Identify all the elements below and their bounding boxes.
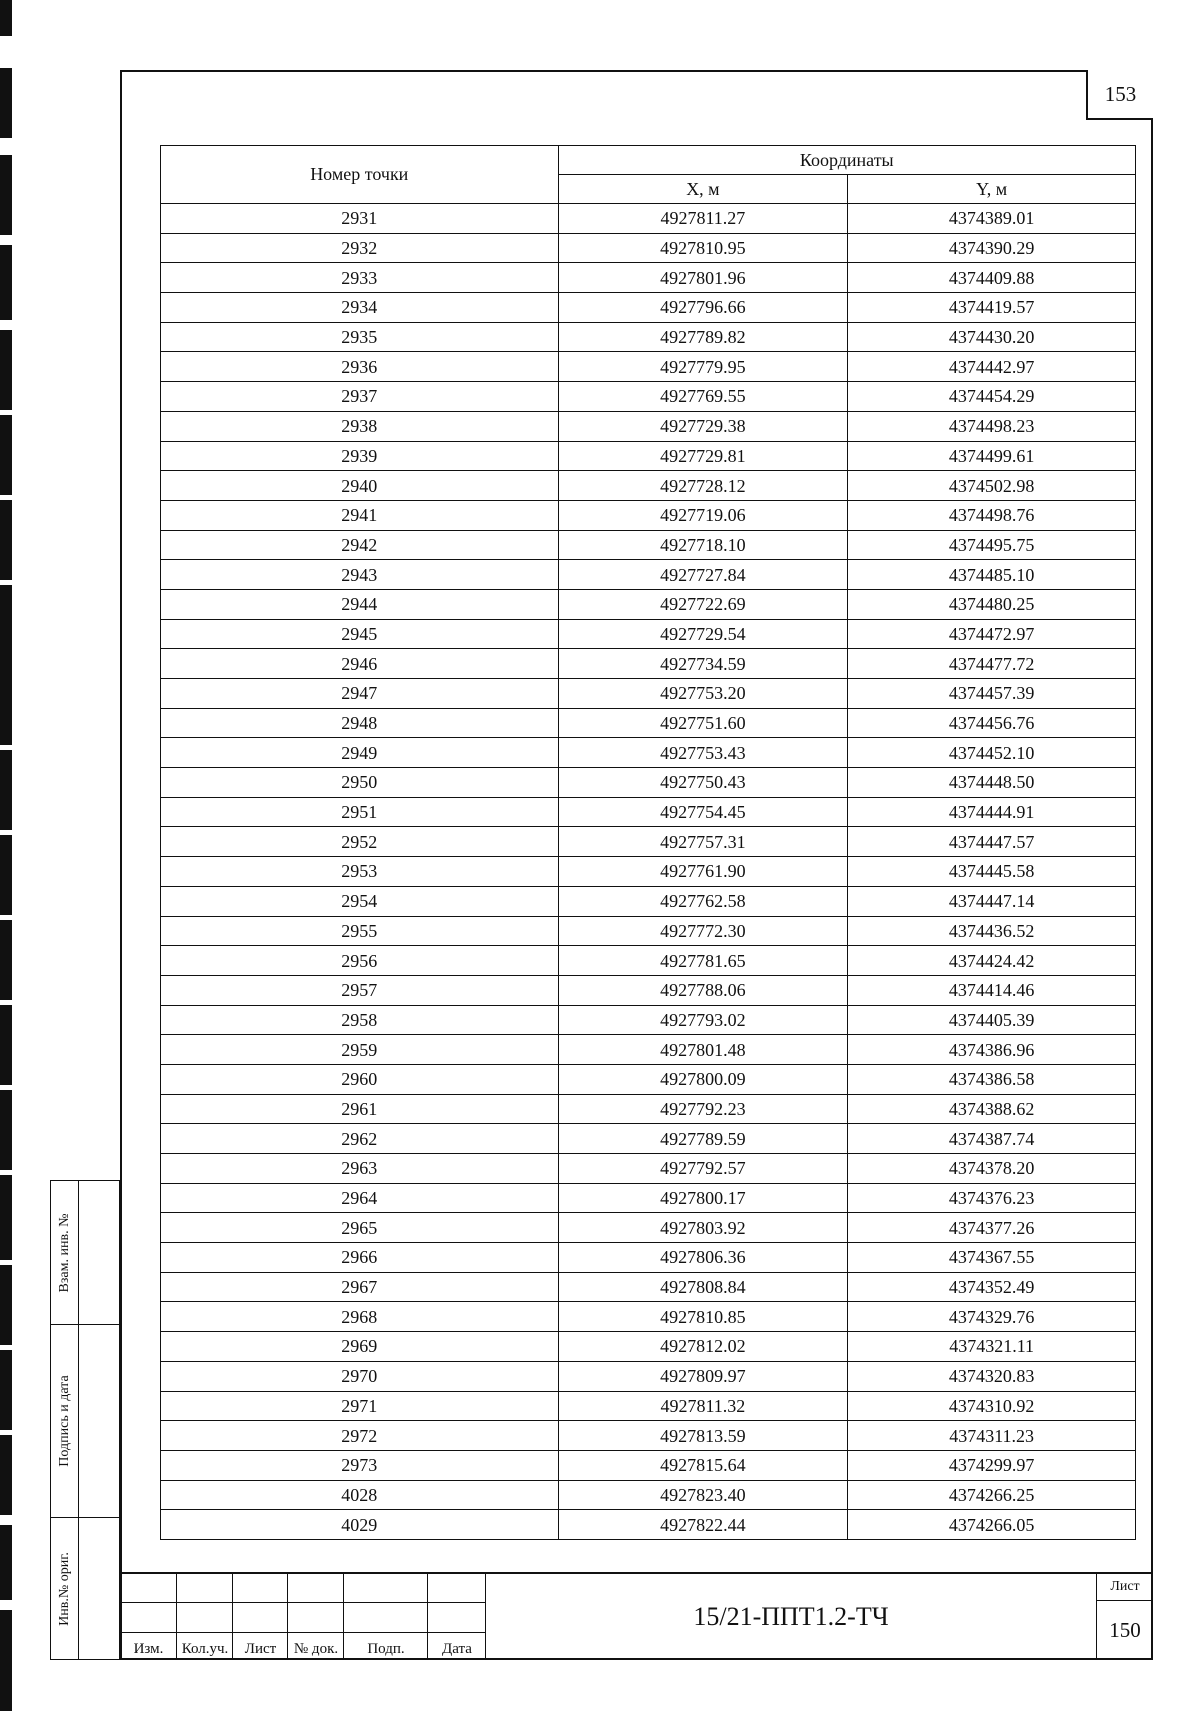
point-number-cell: 2970 [161,1361,559,1391]
y-coordinate-cell: 4374498.76 [848,500,1136,530]
table-row [161,1243,1136,1273]
table-row [161,619,1136,649]
header-x: X, м [558,175,848,204]
point-number-cell: 2972 [161,1421,559,1451]
table-row [161,1154,1136,1184]
header-y: Y, м [848,175,1136,204]
table-row [161,1302,1136,1332]
table-row [161,441,1136,471]
x-coordinate-cell: 4927728.12 [558,471,848,501]
page-number: 153 [1086,70,1153,120]
title-block-grid [120,1574,486,1660]
point-number-cell: 2967 [161,1272,559,1302]
x-coordinate-cell: 4927750.43 [558,768,848,798]
table-row [161,708,1136,738]
side-stamp-podpis-label: Подпись и дата [56,1375,72,1467]
table-row [161,1480,1136,1510]
x-coordinate-cell: 4927801.48 [558,1035,848,1065]
x-coordinate-cell: 4927729.81 [558,441,848,471]
y-coordinate-cell: 4374436.52 [848,916,1136,946]
table-row [161,1332,1136,1362]
y-coordinate-cell: 4374367.55 [848,1243,1136,1273]
x-coordinate-cell: 4927800.09 [558,1064,848,1094]
point-number-cell: 2942 [161,530,559,560]
point-number-cell: 2949 [161,738,559,768]
x-coordinate-cell: 4927792.23 [558,1094,848,1124]
tb-col-izm: Изм. [133,1641,164,1657]
y-coordinate-cell: 4374442.97 [848,352,1136,382]
x-coordinate-cell: 4927796.66 [558,293,848,323]
point-number-cell: 2966 [161,1243,559,1273]
coordinates-table-body [161,204,1136,1540]
x-coordinate-cell: 4927810.85 [558,1302,848,1332]
y-coordinate-cell: 4374452.10 [848,738,1136,768]
table-row [161,1361,1136,1391]
table-row [161,233,1136,263]
side-stamp-vzam [50,1180,120,1325]
y-coordinate-cell: 4374477.72 [848,649,1136,679]
x-coordinate-cell: 4927810.95 [558,233,848,263]
table-row [161,1183,1136,1213]
y-coordinate-cell: 4374376.23 [848,1183,1136,1213]
table-row [161,471,1136,501]
side-stamp-vzam-label: Взам. инв. № [56,1213,72,1292]
y-coordinate-cell: 4374311.23 [848,1421,1136,1451]
y-coordinate-cell: 4374390.29 [848,233,1136,263]
x-coordinate-cell: 4927754.45 [558,797,848,827]
table-row [161,352,1136,382]
point-number-cell: 2934 [161,293,559,323]
x-coordinate-cell: 4927729.38 [558,411,848,441]
point-number-cell: 2932 [161,233,559,263]
point-number-cell: 2968 [161,1302,559,1332]
x-coordinate-cell: 4927809.97 [558,1361,848,1391]
point-number-cell: 2971 [161,1391,559,1421]
x-coordinate-cell: 4927757.31 [558,827,848,857]
y-coordinate-cell: 4374419.57 [848,293,1136,323]
x-coordinate-cell: 4927811.32 [558,1391,848,1421]
table-row [161,263,1136,293]
table-row [161,1450,1136,1480]
table-row [161,1124,1136,1154]
y-coordinate-cell: 4374299.97 [848,1450,1136,1480]
y-coordinate-cell: 4374485.10 [848,560,1136,590]
point-number-cell: 2960 [161,1064,559,1094]
table-row [161,679,1136,709]
y-coordinate-cell: 4374405.39 [848,1005,1136,1035]
y-coordinate-cell: 4374414.46 [848,975,1136,1005]
y-coordinate-cell: 4374320.83 [848,1361,1136,1391]
point-number-cell: 2955 [161,916,559,946]
x-coordinate-cell: 4927719.06 [558,500,848,530]
table-row [161,1272,1136,1302]
x-coordinate-cell: 4927772.30 [558,916,848,946]
table-row [161,1005,1136,1035]
table-row [161,204,1136,234]
x-coordinate-cell: 4927823.40 [558,1480,848,1510]
table-row [161,411,1136,441]
x-coordinate-cell: 4927800.17 [558,1183,848,1213]
y-coordinate-cell: 4374387.74 [848,1124,1136,1154]
x-coordinate-cell: 4927806.36 [558,1243,848,1273]
x-coordinate-cell: 4927781.65 [558,946,848,976]
table-row [161,1510,1136,1540]
point-number-cell: 4029 [161,1510,559,1540]
y-coordinate-cell: 4374388.62 [848,1094,1136,1124]
table-row [161,649,1136,679]
x-coordinate-cell: 4927718.10 [558,530,848,560]
y-coordinate-cell: 4374499.61 [848,441,1136,471]
y-coordinate-cell: 4374444.91 [848,797,1136,827]
x-coordinate-cell: 4927793.02 [558,1005,848,1035]
table-row [161,857,1136,887]
point-number-cell: 2938 [161,411,559,441]
side-stamp-inv-label: Инв.№ ориг. [56,1551,72,1626]
table-row [161,1213,1136,1243]
point-number-cell: 2969 [161,1332,559,1362]
y-coordinate-cell: 4374377.26 [848,1213,1136,1243]
y-coordinate-cell: 4374472.97 [848,619,1136,649]
table-row [161,322,1136,352]
tb-col-podp: Подп. [367,1641,405,1657]
table-row [161,1035,1136,1065]
point-number-cell: 2952 [161,827,559,857]
x-coordinate-cell: 4927815.64 [558,1450,848,1480]
point-number-cell: 2963 [161,1154,559,1184]
y-coordinate-cell: 4374409.88 [848,263,1136,293]
point-number-cell: 2941 [161,500,559,530]
point-number-cell: 2937 [161,382,559,412]
x-coordinate-cell: 4927734.59 [558,649,848,679]
point-number-cell: 2946 [161,649,559,679]
y-coordinate-cell: 4374447.57 [848,827,1136,857]
point-number-cell: 2931 [161,204,559,234]
point-number-cell: 2947 [161,679,559,709]
table-row [161,1421,1136,1451]
table-row [161,797,1136,827]
point-number-cell: 2953 [161,857,559,887]
y-coordinate-cell: 4374447.14 [848,886,1136,916]
y-coordinate-cell: 4374454.29 [848,382,1136,412]
y-coordinate-cell: 4374457.39 [848,679,1136,709]
point-number-cell: 2933 [161,263,559,293]
coordinates-table [160,145,1136,1540]
point-number-cell: 2956 [161,946,559,976]
sheet-number: 150 [1109,1617,1141,1642]
y-coordinate-cell: 4374389.01 [848,204,1136,234]
x-coordinate-cell: 4927729.54 [558,619,848,649]
tb-col-list: Лист [244,1641,277,1657]
y-coordinate-cell: 4374266.25 [848,1480,1136,1510]
table-row [161,530,1136,560]
x-coordinate-cell: 4927762.58 [558,886,848,916]
tb-col-kolych: Кол.уч. [181,1641,229,1657]
sheet-label: Лист [1097,1574,1153,1601]
tb-col-data: Дата [442,1641,472,1657]
side-stamp-podpis [50,1324,120,1518]
table-row [161,886,1136,916]
table-row [161,560,1136,590]
table-row [161,293,1136,323]
y-coordinate-cell: 4374352.49 [848,1272,1136,1302]
x-coordinate-cell: 4927801.96 [558,263,848,293]
sheet-box [1096,1574,1153,1660]
y-coordinate-cell: 4374321.11 [848,1332,1136,1362]
point-number-cell: 2936 [161,352,559,382]
x-coordinate-cell: 4927769.55 [558,382,848,412]
y-coordinate-cell: 4374430.20 [848,322,1136,352]
point-number-cell: 2964 [161,1183,559,1213]
point-number-cell: 2954 [161,886,559,916]
point-number-cell: 2950 [161,768,559,798]
y-coordinate-cell: 4374266.05 [848,1510,1136,1540]
x-coordinate-cell: 4927808.84 [558,1272,848,1302]
table-row [161,946,1136,976]
header-point-number: Номер точки [161,146,559,204]
x-coordinate-cell: 4927779.95 [558,352,848,382]
y-coordinate-cell: 4374386.96 [848,1035,1136,1065]
x-coordinate-cell: 4927792.57 [558,1154,848,1184]
x-coordinate-cell: 4927811.27 [558,204,848,234]
y-coordinate-cell: 4374495.75 [848,530,1136,560]
y-coordinate-cell: 4374310.92 [848,1391,1136,1421]
y-coordinate-cell: 4374502.98 [848,471,1136,501]
y-coordinate-cell: 4374480.25 [848,589,1136,619]
x-coordinate-cell: 4927751.60 [558,708,848,738]
tb-col-ndok: № док. [293,1641,339,1657]
point-number-cell: 2948 [161,708,559,738]
point-number-cell: 2944 [161,589,559,619]
x-coordinate-cell: 4927722.69 [558,589,848,619]
y-coordinate-cell: 4374329.76 [848,1302,1136,1332]
y-coordinate-cell: 4374378.20 [848,1154,1136,1184]
point-number-cell: 2959 [161,1035,559,1065]
x-coordinate-cell: 4927789.59 [558,1124,848,1154]
x-coordinate-cell: 4927822.44 [558,1510,848,1540]
point-number-cell: 2945 [161,619,559,649]
point-number-cell: 2939 [161,441,559,471]
table-row [161,768,1136,798]
table-row [161,916,1136,946]
table-row [161,500,1136,530]
x-coordinate-cell: 4927803.92 [558,1213,848,1243]
x-coordinate-cell: 4927753.43 [558,738,848,768]
point-number-cell: 2951 [161,797,559,827]
y-coordinate-cell: 4374448.50 [848,768,1136,798]
point-number-cell: 2957 [161,975,559,1005]
x-coordinate-cell: 4927813.59 [558,1421,848,1451]
x-coordinate-cell: 4927789.82 [558,322,848,352]
table-row [161,1094,1136,1124]
point-number-cell: 4028 [161,1480,559,1510]
header-coordinates: Координаты [558,146,1135,175]
y-coordinate-cell: 4374386.58 [848,1064,1136,1094]
point-number-cell: 2958 [161,1005,559,1035]
table-row [161,975,1136,1005]
table-row [161,738,1136,768]
point-number-cell: 2943 [161,560,559,590]
y-coordinate-cell: 4374424.42 [848,946,1136,976]
x-coordinate-cell: 4927727.84 [558,560,848,590]
document-code: 15/21-ППТ1.2-ТЧ [693,1602,889,1631]
point-number-cell: 2962 [161,1124,559,1154]
x-coordinate-cell: 4927753.20 [558,679,848,709]
point-number-cell: 2935 [161,322,559,352]
table-row [161,1391,1136,1421]
point-number-cell: 2973 [161,1450,559,1480]
y-coordinate-cell: 4374456.76 [848,708,1136,738]
table-row [161,589,1136,619]
table-row [161,382,1136,412]
y-coordinate-cell: 4374445.58 [848,857,1136,887]
table-row [161,1064,1136,1094]
table-row [161,827,1136,857]
side-stamp-inv [50,1517,120,1660]
point-number-cell: 2961 [161,1094,559,1124]
point-number-cell: 2965 [161,1213,559,1243]
title-block [120,1572,1153,1660]
x-coordinate-cell: 4927761.90 [558,857,848,887]
x-coordinate-cell: 4927812.02 [558,1332,848,1362]
y-coordinate-cell: 4374498.23 [848,411,1136,441]
x-coordinate-cell: 4927788.06 [558,975,848,1005]
binding-edge-marks [0,0,14,1711]
point-number-cell: 2940 [161,471,559,501]
